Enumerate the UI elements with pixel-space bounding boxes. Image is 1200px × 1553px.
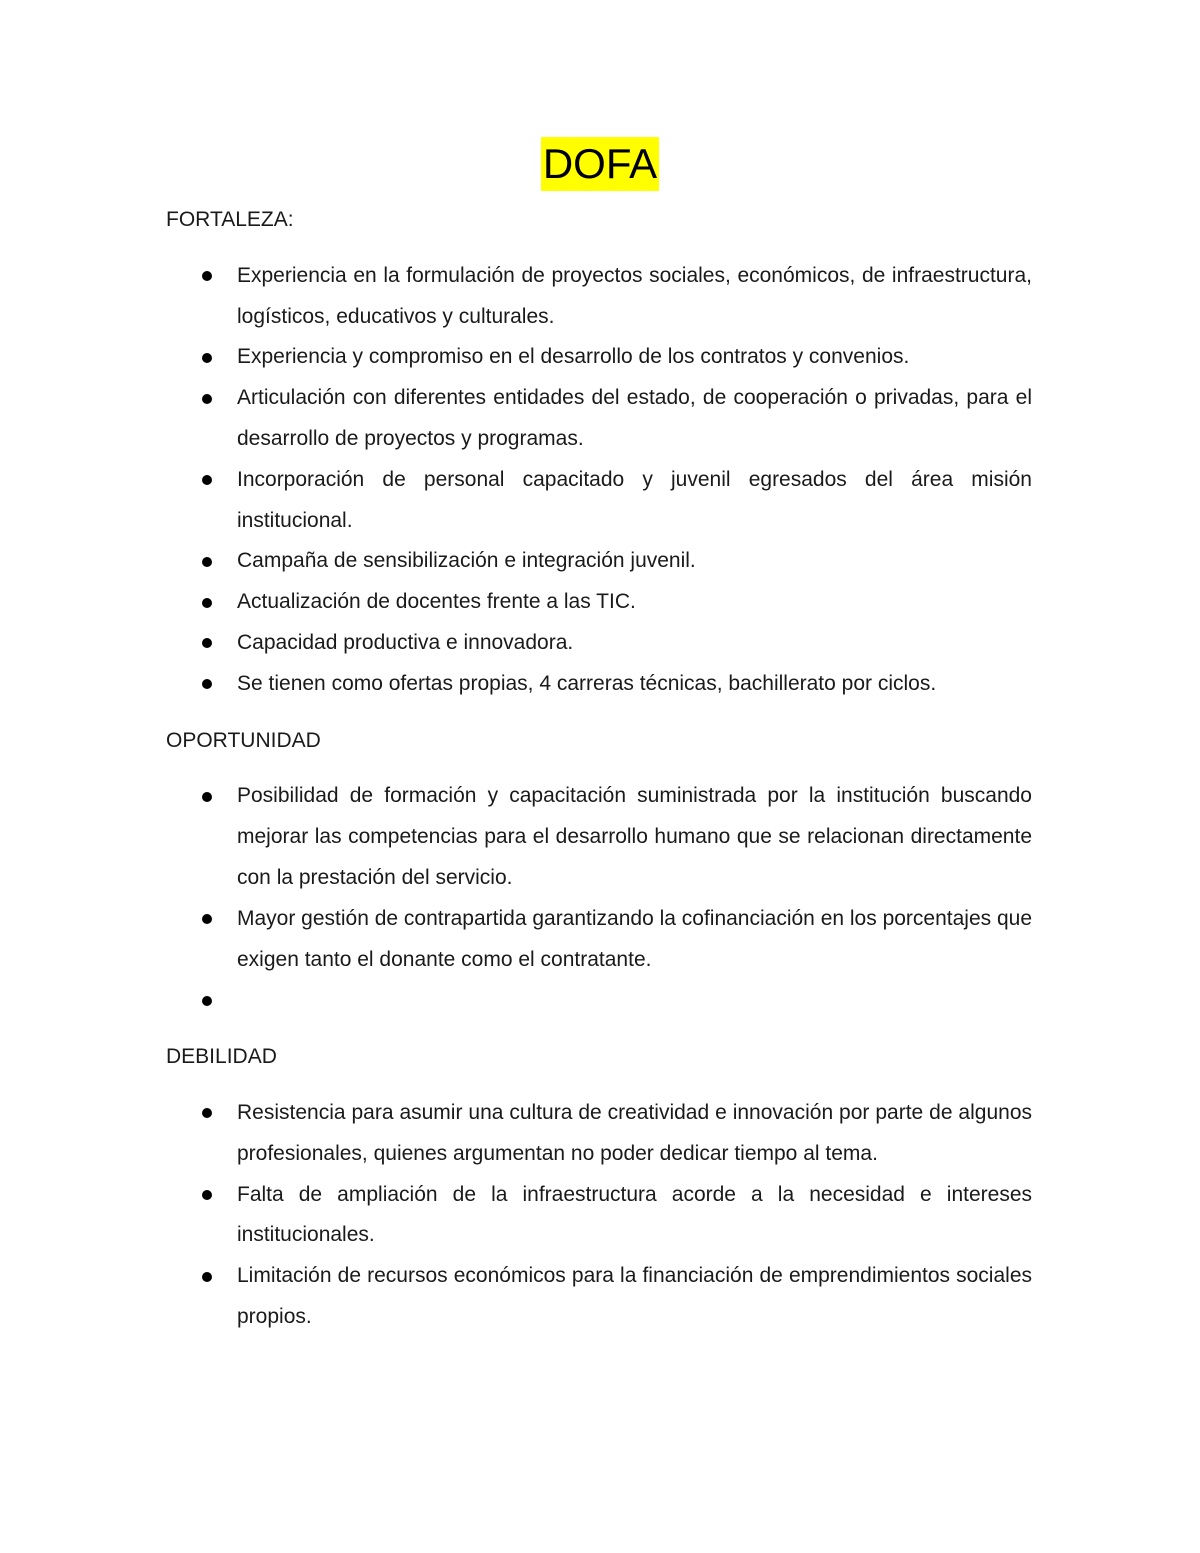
list-item-text: Incorporación de personal capacitado y juvenil egresados del área misión institucional. (237, 467, 1032, 532)
section-heading-fortaleza: FORTALEZA: (166, 208, 294, 231)
document-body (166, 200, 1032, 1354)
list-item (166, 582, 1032, 623)
list-item-text: Posibilidad de formación y capacitación suministrada por la institución buscando mejorar las competencias para el desarrollo humano que se relacionan directamente con la prestación del servicio. (237, 784, 1032, 889)
list-item-text: Limitación de recursos económicos para la financiación de emprendimientos sociales propios. (237, 1264, 1032, 1328)
title-container (0, 137, 1200, 191)
list-item-text: Experiencia y compromiso en el desarrollo de los contratos y convenios. (237, 345, 910, 369)
list-item (166, 460, 1032, 542)
oportunidad-list (166, 776, 1032, 1021)
bullet-icon (202, 1108, 212, 1118)
list-item (166, 776, 1032, 898)
list-item (166, 1256, 1032, 1338)
list-item (166, 899, 1032, 981)
bullet-icon (202, 1272, 212, 1282)
list-item (166, 337, 1032, 378)
bullet-icon (202, 271, 212, 281)
list-item (166, 980, 1032, 1021)
section-heading-oportunidad: OPORTUNIDAD (166, 728, 321, 752)
section-heading-debilidad: DEBILIDAD (166, 1045, 277, 1069)
list-item-text: Articulación con diferentes entidades del estado, de cooperación o privadas, para el desarrollo de proyectos y programas. (237, 386, 1032, 450)
bullet-icon (202, 394, 212, 404)
bullet-icon (202, 353, 212, 363)
list-item (166, 623, 1032, 664)
list-item-text: Se tienen como ofertas propias, 4 carreras técnicas, bachillerato por ciclos. (237, 671, 937, 695)
list-item (166, 378, 1032, 460)
debilidad-list (166, 1093, 1032, 1338)
list-item-text: Actualización de docentes frente a las TIC. (237, 590, 636, 614)
bullet-icon (202, 557, 212, 567)
list-item (166, 664, 1032, 705)
bullet-icon (202, 475, 212, 485)
fortaleza-list (166, 256, 1032, 705)
bullet-icon (202, 792, 212, 802)
bullet-icon (202, 598, 212, 608)
bullet-icon (202, 1190, 212, 1200)
list-item-text: Falta de ampliación de la infraestructura acorde a la necesidad e intereses institucionales. (237, 1182, 1032, 1247)
list-item (166, 541, 1032, 582)
list-item (166, 1093, 1032, 1175)
bullet-icon (202, 996, 212, 1006)
bullet-icon (202, 914, 212, 924)
list-item-text: Campaña de sensibilización e integración juvenil. (237, 549, 696, 573)
list-item-text: Resistencia para asumir una cultura de creatividad e innovación por parte de algunos profesionales, quienes argumentan no poder dedicar tiempo al tema. (237, 1100, 1032, 1165)
bullet-icon (202, 638, 212, 648)
list-item-text: Experiencia en la formulación de proyectos sociales, económicos, de infraestructura, logísticos, educativos y culturales. (237, 263, 1032, 328)
list-item (166, 1175, 1032, 1257)
bullet-icon (202, 679, 212, 689)
list-item-text: Mayor gestión de contrapartida garantizando la cofinanciación en los porcentajes que exigen tanto el donante como el contratante. (237, 906, 1033, 971)
list-item (166, 256, 1032, 338)
document-title: DOFA (541, 137, 659, 191)
list-item-text (237, 980, 1032, 1021)
list-item-text: Capacidad productiva e innovadora. (237, 630, 574, 654)
